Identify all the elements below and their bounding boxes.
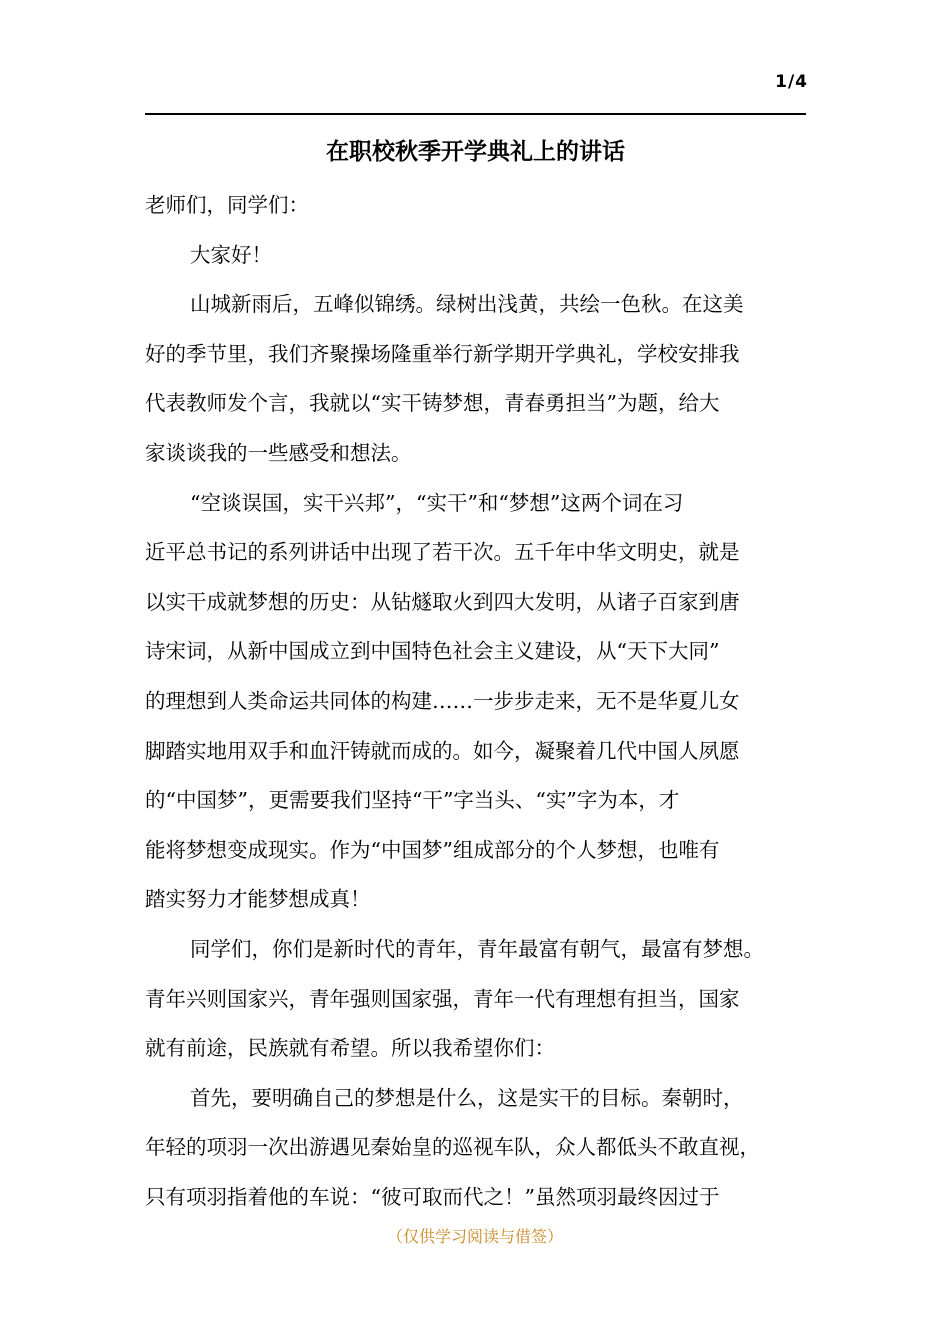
body-line: 就有前途，民族就有希望。所以我希望你们： <box>145 1036 555 1061</box>
document-title: 在职校秋季开学典礼上的讲话 <box>326 138 625 165</box>
body-line: 青年兴则国家兴，青年强则国家强，青年一代有理想有担当，国家 <box>145 986 740 1011</box>
body-line: 家谈谈我的一些感受和想法。 <box>145 440 412 465</box>
body-line: 近平总书记的系列讲话中出现了若干次。五千年中华文明史，就是 <box>145 540 740 565</box>
body-line: 同学们，你们是新时代的青年，青年最富有朝气，最富有梦想。 <box>190 936 764 961</box>
body-line: 首先，要明确自己的梦想是什么，这是实干的目标。秦朝时， <box>190 1085 744 1110</box>
body-line: 只有项羽指着他的车说：“彼可取而代之！”虽然项羽最终因过于 <box>145 1184 720 1209</box>
body-line: 以实干成就梦想的历史：从钻燧取火到四大发明，从诸子百家到唐 <box>145 589 740 614</box>
body-line: 老师们，同学们： <box>145 193 309 217</box>
body-line: 山城新雨后，五峰似锦绣。绿树出浅黄，共绘一色秋。在这美 <box>190 292 744 317</box>
body-line: 代表教师发个言，我就以“实干铸梦想，青春勇担当”为题，给大 <box>145 391 720 416</box>
body-line: 的理想到人类命运共同体的构建……一步步走来，无不是华夏儿女 <box>145 688 740 713</box>
body-line: 脚踏实地用双手和血汗铸就而成的。如今，凝聚着几代中国人夙愿 <box>145 738 740 763</box>
body-line: 大家好！ <box>190 242 272 267</box>
page-number: 1/4 <box>775 72 808 92</box>
body-line: “空谈误国，实干兴邦”，“实干”和“梦想”这两个词在习 <box>190 490 684 515</box>
body-line: 年轻的项羽一次出游遇见秦始皇的巡视车队，众人都低头不敢直视， <box>145 1135 760 1160</box>
body-line: 的“中国梦”，更需要我们坚持“干”字当头、“实”字为本，才 <box>145 788 680 813</box>
footer-note: （仅供学习阅读与借签） <box>386 1227 563 1246</box>
body-line: 诗宋词，从新中国成立到中国特色社会主义建设，从“天下大同” <box>145 639 720 664</box>
header-divider <box>145 113 806 115</box>
body-line: 踏实努力才能梦想成真！ <box>145 887 371 912</box>
body-line: 好的季节里，我们齐聚操场隆重举行新学期开学典礼，学校安排我 <box>145 341 740 366</box>
document-body <box>145 181 806 1222</box>
body-line: 能将梦想变成现实。作为“中国梦”组成部分的个人梦想，也唯有 <box>145 837 720 862</box>
